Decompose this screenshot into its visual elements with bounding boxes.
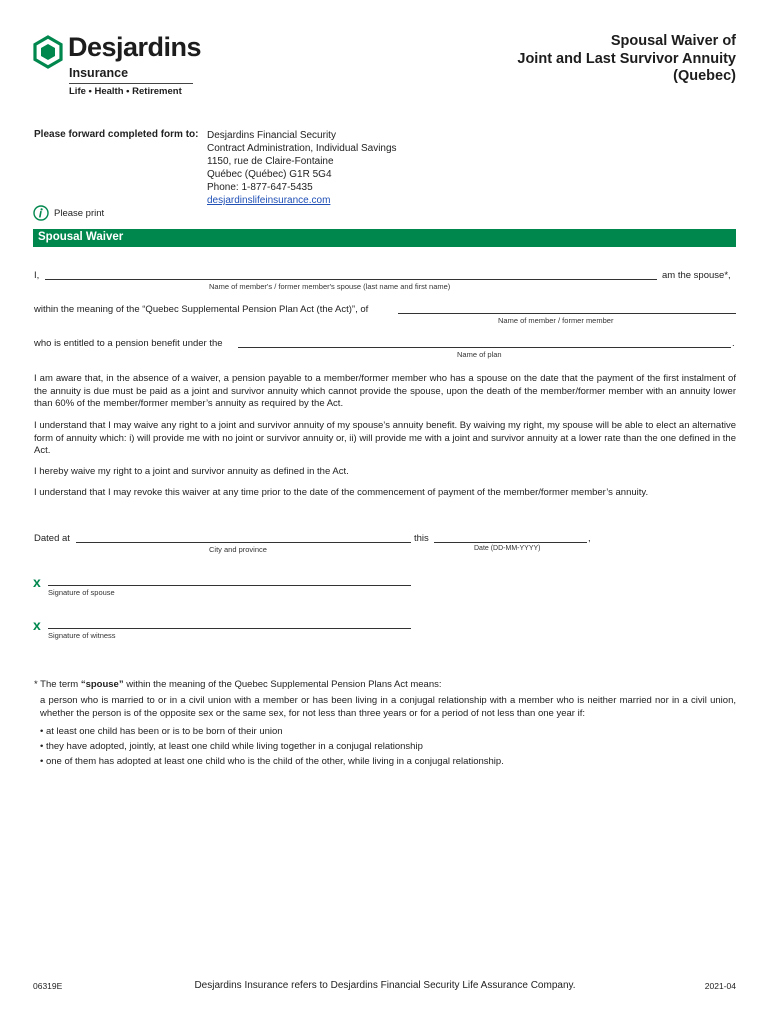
title-line-2: Joint and Last Survivor Annuity xyxy=(517,50,736,67)
plan-name-field[interactable] xyxy=(238,347,731,348)
list-item: • they have adopted, jointly, at least one child while living together in a conjugal relationship xyxy=(40,741,423,752)
address-line: Desjardins Financial Security xyxy=(207,130,336,141)
spouse-definition-lead xyxy=(34,679,442,690)
lead-prefix: * The term xyxy=(34,679,79,690)
paragraph-waive: I hereby waive my right to a joint and survivor annuity as defined in the Act. xyxy=(34,466,349,477)
logo-divider xyxy=(69,83,193,84)
paragraph-understanding: I understand that I may waive any right to a joint and survivor annuity of my spouse’s annuity benefit. By waiving my right, my spouse will be able to elect an alternative form of annuity which: i) will provide me with no joint or survivor annuity or, ii) will provide me with a joint and survivor annuity at a lower rate than the one defined in the Act. xyxy=(34,420,736,456)
form-number: 06319E xyxy=(33,981,63,991)
within-text: within the meaning of the “Quebec Supplemental Pension Plan Act (the Act)”, of xyxy=(34,304,369,315)
paragraph-revoke: I understand that I may revoke this waiver at any time prior to the date of the commencement of payment of the member/former member’s annuity. xyxy=(34,487,649,498)
brand-name: Desjardins xyxy=(68,32,202,62)
member-name-caption: Name of member / former member xyxy=(498,316,614,325)
forward-address xyxy=(207,129,397,207)
plan-name-caption: Name of plan xyxy=(457,350,502,359)
date-comma: , xyxy=(588,533,591,544)
lead-term: “spouse” xyxy=(80,679,124,690)
date-caption: Date (DD-MM-YYYY) xyxy=(474,545,541,552)
i-prefix: I, xyxy=(34,270,40,281)
address-line: 1150, rue de Claire-Fontaine xyxy=(207,156,334,167)
city-province-field[interactable] xyxy=(76,542,411,543)
spouse-signature-caption: Signature of spouse xyxy=(48,588,115,597)
section-title: Spousal Waiver xyxy=(38,231,124,243)
form-title xyxy=(517,33,736,86)
dated-at-label: Dated at xyxy=(34,533,70,544)
form-date: 2021-04 xyxy=(704,981,736,991)
list-item: • at least one child has been or is to be born of their union xyxy=(40,726,283,737)
address-phone: Phone: 1-877-647-5435 xyxy=(207,182,313,193)
address-line: Québec (Québec) G1R 5G4 xyxy=(207,169,332,180)
title-line-1: Spousal Waiver of xyxy=(610,33,736,49)
please-print-note: Please print xyxy=(54,208,105,219)
paragraph-awareness: I am aware that, in the absence of a waiver, a pension payable to a member/former member who has a spouse on the date that the payment of the first instalment of the annuity is due must be paid as a joint and survivor annuity which cannot provide the spouse, upon the death of the member/former member with an annuity lower than 60% of the member/former member’s annuity as required by the Act. xyxy=(34,373,736,409)
definition-conditions xyxy=(40,724,740,769)
date-field[interactable] xyxy=(434,542,587,543)
title-line-3: (Quebec) xyxy=(673,68,736,84)
entitled-text: who is entitled to a pension benefit under the xyxy=(34,338,223,349)
city-province-caption: City and province xyxy=(209,545,267,554)
this-label: this xyxy=(414,533,429,544)
brand-tagline: Life • Health • Retirement xyxy=(69,86,182,97)
witness-signature-mark: x xyxy=(33,617,41,633)
lead-suffix: within the meaning of the Quebec Supplemental Pension Plans Act means: xyxy=(126,679,442,690)
address-line: Contract Administration, Individual Savings xyxy=(207,143,397,154)
spouse-definition-body: a person who is married to or in a civil union with a member or has been living in a conjugal relationship with a member who is neither married nor in a civil union, whether the person is of the opposite sex or the same sex, for not less than three years or for a period of not less than one year if: xyxy=(40,695,736,719)
spouse-signature-field[interactable] xyxy=(48,585,411,586)
forward-label: Please forward completed form to: xyxy=(34,129,199,140)
section-banner xyxy=(33,229,736,247)
website-link[interactable]: desjardinslifeinsurance.com xyxy=(207,195,331,206)
am-spouse-text: am the spouse*, xyxy=(662,270,731,281)
info-icon xyxy=(33,205,49,221)
spouse-name-caption: Name of member's / former member's spouse (last name and first name) xyxy=(209,282,451,291)
member-name-field[interactable] xyxy=(398,313,736,314)
period-mark: . xyxy=(732,338,735,349)
footer-statement: Desjardins Insurance refers to Desjardins Financial Security Life Assurance Company. xyxy=(194,980,576,991)
brand-sub: Insurance xyxy=(69,66,129,80)
witness-signature-caption: Signature of witness xyxy=(48,631,116,640)
spouse-signature-mark: x xyxy=(33,574,41,590)
list-item: • one of them has adopted at least one child who is the child of the other, while living in a conjugal relationship. xyxy=(40,756,504,767)
spouse-name-field[interactable] xyxy=(45,279,657,280)
witness-signature-field[interactable] xyxy=(48,628,411,629)
